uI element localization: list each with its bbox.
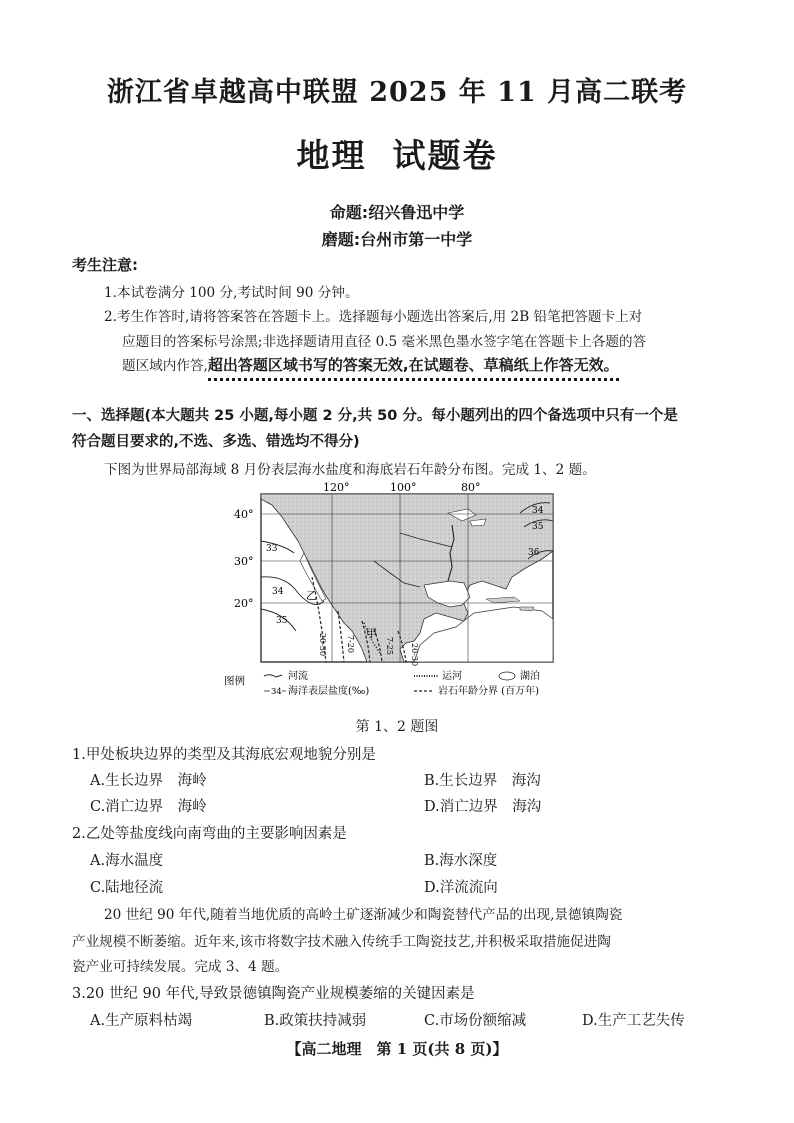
rock-age-label: 7-20	[346, 635, 355, 653]
reviewer-credit: 磨题:台州市第一中学	[321, 230, 473, 249]
island	[520, 607, 534, 611]
legend-lake: 湖泊	[520, 671, 540, 682]
subject-label: 地理	[296, 136, 367, 175]
lat-label: 20°	[234, 597, 254, 610]
section-heading-line-1: 一、选择题(本大题共 25 小题,每小题 2 分,共 50 分。每小题列出的四个备选项中只有一个是	[72, 408, 678, 424]
passage-line-1: 20 世纪 90 年代,随着当地优质的高岭土矿逐渐减少和陶瓷替代产品的出现,景德镇陶瓷	[104, 907, 623, 923]
question-3-stem: 3.20 世纪 90 年代,导致景德镇陶瓷产业规模萎缩的关键因素是	[72, 986, 475, 1002]
question-3-option-a[interactable]: A.生产原料枯竭	[90, 1013, 193, 1029]
lat-label: 30°	[234, 555, 254, 568]
exam-title: 浙江省卓越高中联盟 2025 年 11 月高二联考	[106, 77, 688, 108]
question-1-option-d[interactable]: D.消亡边界 海沟	[424, 799, 542, 815]
legend-rock: 岩石年龄分界 (百万年)	[438, 686, 539, 697]
question-1-option-c[interactable]: C.消亡边界 海岭	[90, 799, 207, 815]
section-heading-line-2: 符合题目要求的,不选、多选、错选均不得分)	[72, 434, 360, 450]
legend-title: 图例	[224, 675, 245, 687]
passage-line-2: 产业规模不断萎缩。近年来,该市将数字技术融入传统手工陶瓷技艺,并积极采取措施促进陶	[72, 934, 611, 950]
question-2-option-b[interactable]: B.海水深度	[424, 853, 498, 869]
legend-river-symbol	[264, 675, 282, 677]
notice-item-2-line-2: 应题目的答案标号涂黑;非选择题请用直径 0.5 毫米黑色墨水签字笔在答题卡上各题的答	[122, 334, 647, 350]
isohaline-label: 35	[532, 522, 544, 532]
isohaline-label: 34	[532, 506, 544, 516]
notice-item-1: 1.本试卷满分 100 分,考试时间 90 分钟。	[104, 285, 359, 301]
notice-item-2-line-3	[122, 354, 619, 375]
point-label-jia: 甲	[366, 627, 377, 640]
isohaline-label: 36	[528, 548, 540, 558]
question-2-option-d[interactable]: D.洋流流向	[424, 880, 498, 896]
lon-label: 120°	[323, 481, 350, 494]
rock-age-label: 20-30	[318, 633, 327, 657]
legend-salinity-sample: 34	[271, 687, 282, 697]
notice-heading: 考生注意:	[72, 256, 138, 274]
point-label-yi: 乙	[306, 589, 317, 602]
isohaline-label: 35	[276, 616, 288, 626]
legend-canal: 运河	[442, 671, 462, 682]
rock-age-label: 20-30	[410, 643, 419, 667]
notice-emphasis-text: 超出答题区域书写的答案无效,在试题卷、草稿纸上作答无效。	[208, 356, 619, 381]
legend-salinity: 海洋表层盐度(‰)	[288, 686, 370, 697]
isohaline-label: 34	[272, 587, 284, 597]
question-2-stem: 2.乙处等盐度线向南弯曲的主要影响因素是	[72, 826, 347, 842]
legend-river: 河流	[288, 671, 308, 682]
salinity-rock-age-map	[224, 481, 564, 706]
question-3-option-d[interactable]: D.生产工艺失传	[582, 1013, 685, 1029]
lat-label: 40°	[234, 508, 254, 521]
proposer-credit: 命题:绍兴鲁迅中学	[329, 203, 465, 222]
question-1-option-a[interactable]: A.生长边界 海岭	[90, 773, 207, 789]
notice-item-2-line-1: 2.考生作答时,请将答案答在答题卡上。选择题每小题选出答案后,用 2B 铅笔把答题卡上对	[104, 309, 643, 325]
lon-label: 80°	[461, 481, 481, 494]
intro-q1-q2: 下图为世界局部海域 8 月份表层海水盐度和海底岩石年龄分布图。完成 1、2 题。	[104, 462, 596, 478]
passage-line-3: 瓷产业可持续发展。完成 3、4 题。	[72, 959, 289, 975]
paper-label: 试题卷	[392, 136, 498, 175]
question-2-option-c[interactable]: C.陆地径流	[90, 880, 164, 896]
question-2-option-a[interactable]: A.海水温度	[90, 853, 164, 869]
paper-title	[0, 130, 794, 177]
question-3-option-c[interactable]: C.市场份额缩减	[424, 1013, 527, 1029]
page-footer: 【高二地理 第 1 页(共 8 页)】	[286, 1040, 508, 1058]
rock-age-label: 7-25	[385, 637, 394, 655]
notice-plain-text: 题区域内作答,	[122, 358, 208, 374]
legend-lake-symbol	[499, 672, 515, 680]
figure-caption: 第 1、2 题图	[355, 719, 439, 735]
question-1-option-b[interactable]: B.生长边界 海沟	[424, 773, 541, 789]
lon-label: 100°	[390, 481, 417, 494]
question-1-stem: 1.甲处板块边界的类型及其海底宏观地貌分别是	[72, 747, 376, 763]
question-3-option-b[interactable]: B.政策扶持减弱	[264, 1013, 367, 1029]
isohaline-label: 33	[266, 544, 278, 554]
